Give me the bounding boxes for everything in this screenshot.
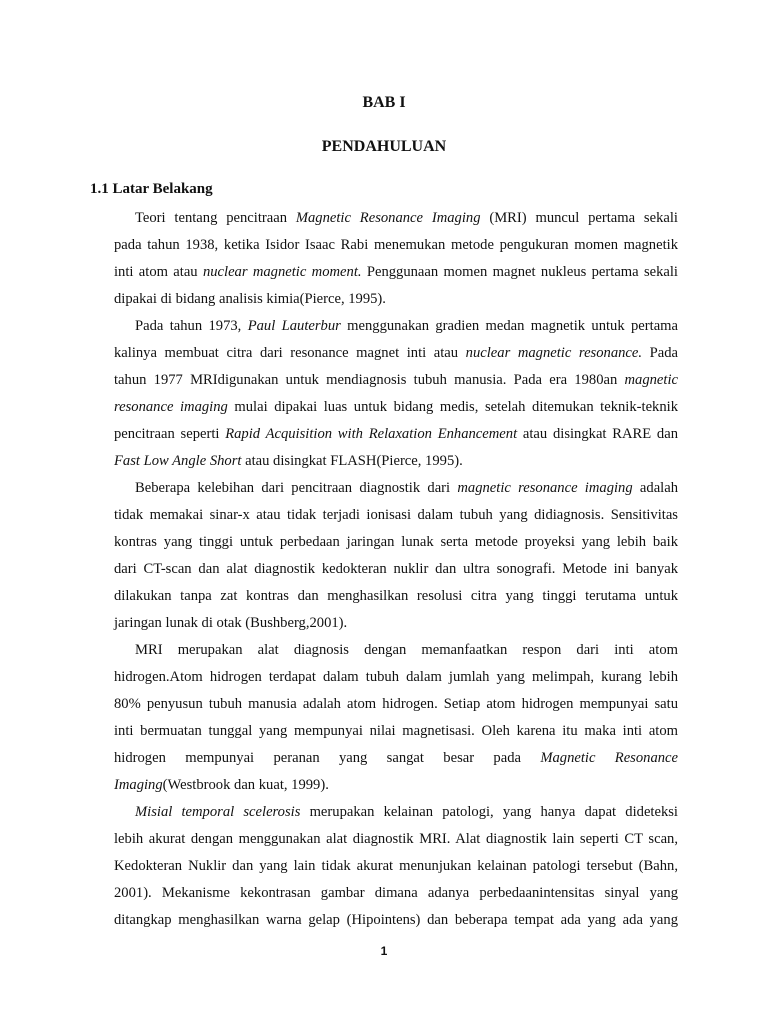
text-line [114,424,678,444]
text-line [114,532,678,552]
text-segment: dari CT-scan dan alat diagnostik kedokteran nuklir dan ultra sonografi. Metode ini banyak [114,561,678,577]
text-line [114,613,678,633]
text-line [135,478,678,498]
italic-text: Rapid Acquisition with Relaxation Enhancement [225,426,518,442]
text-segment: (Westbrook dan kuat, 1999). [162,777,329,793]
text-segment: menggunakan gradien medan magnetik untuk pertama [340,318,678,334]
italic-text: Fast Low Angle Short [114,453,242,469]
text-line [135,640,678,660]
italic-text: nuclear magnetic moment. [202,264,362,280]
text-segment: kontras yang tinggi untuk perbedaan jaringan lunak serta metode proyeksi yang lebih baik [114,534,678,550]
text-segment: adalah [632,480,678,496]
chapter-title: PENDAHULUAN [321,138,447,155]
text-line [114,289,678,309]
text-segment: inti atom atau [114,264,203,280]
text-segment: hidrogen mempunyai peranan yang sangat besar pada [114,750,541,766]
text-line [135,316,678,336]
italic-text: Paul Lauterbur [247,318,341,334]
text-segment: jaringan lunak di otak (Bushberg,2001). [114,615,348,631]
text-segment: mulai dipakai luas untuk bidang medis, setelah ditemukan teknik-teknik [227,399,678,415]
text-line [114,370,678,390]
text-segment: tidak memakai sinar-x atau tidak terjadi ionisasi dalam tubuh yang didiagnosis. Sensitivitas [114,507,678,523]
text-line [114,748,678,768]
text-line [114,775,678,795]
text-segment: atau disingkat FLASH(Pierce, 1995). [241,453,463,469]
text-line [114,694,678,714]
text-segment: atau disingkat RARE dan [517,426,678,442]
text-line [114,235,678,255]
text-segment: tahun 1977 MRIdigunakan untuk mendiagnosis tubuh manusia. Pada era 1980an [114,372,625,388]
text-segment: MRI merupakan alat diagnosis dengan memanfaatkan respon dari inti atom [135,642,678,658]
text-line [114,559,678,579]
text-segment: hidrogen.Atom hidrogen terdapat dalam tubuh dalam jumlah yang melimpah, kurang lebih [114,669,678,685]
text-line [114,262,678,282]
italic-text: nuclear magnetic resonance. [465,345,643,361]
text-segment: dilakukan tanpa zat kontras dan menghasilkan resolusi citra yang tinggi terutama untuk [114,588,678,604]
text-line [114,505,678,525]
italic-text: resonance imaging [114,399,228,415]
text-segment: pencitraan seperti [114,426,226,442]
text-line [114,721,678,741]
text-segment: dipakai di bidang analisis kimia(Pierce, 1995). [114,291,386,307]
text-segment: (MRI) muncul pertama sekali [480,210,678,226]
text-segment: 2001). Mekanisme kekontrasan gambar dimana adanya perbedaanintensitas sinyal yang [114,885,678,901]
italic-text: magnetic resonance imaging [457,480,633,496]
italic-text: Misial temporal scelerosis [135,804,301,820]
text-line [114,829,678,849]
text-segment: 80% penyusun tubuh manusia adalah atom hidrogen. Setiap atom hidrogen mempunyai satu [114,696,678,712]
italic-text: magnetic [624,372,678,388]
text-segment: Penggunaan momen magnet nukleus pertama sekali [361,264,678,280]
text-segment: merupakan kelainan patologi, yang hanya dapat dideteksi [300,804,678,820]
text-segment: ditangkap menghasilkan warna gelap (Hipointens) dan beberapa tempat ada yang ada yang [114,912,678,928]
text-segment: pada tahun 1938, ketika Isidor Isaac Rabi menemukan metode pengukuran momen magnetik [114,237,678,253]
section-heading: 1.1 Latar Belakang [90,181,213,197]
text-line [114,856,678,876]
text-segment: Beberapa kelebihan dari pencitraan diagnostik dari [135,480,458,496]
text-segment: Pada tahun 1973, [135,318,248,334]
text-segment: Kedokteran Nuklir dan yang lain tidak akurat menunjukan kelainan patologi tersebut (Bahn, [114,858,678,874]
text-line [114,397,678,417]
italic-text: Imaging [114,777,163,793]
text-line [135,802,678,822]
text-segment: lebih akurat dengan menggunakan alat diagnostik MRI. Alat diagnostik lain seperti CT scan, [114,831,678,847]
text-segment: inti bermuatan tunggal yang mempunyai nilai magnetisasi. Oleh karena itu maka inti atom [114,723,678,739]
text-line [114,910,678,930]
text-segment: Pada [642,345,678,361]
text-segment: kalinya membuat citra dari resonance magnet inti atau [114,345,466,361]
text-line [114,667,678,687]
text-line [114,451,678,471]
text-line [135,208,678,228]
italic-text: Magnetic Resonance Imaging [295,210,481,226]
italic-text: Magnetic Resonance [540,750,678,766]
chapter-number: BAB I [362,94,406,111]
text-line [114,586,678,606]
text-segment: Teori tentang pencitraan [135,210,296,226]
page-number: 1 [380,944,388,958]
text-line [114,883,678,903]
text-line [114,343,678,363]
